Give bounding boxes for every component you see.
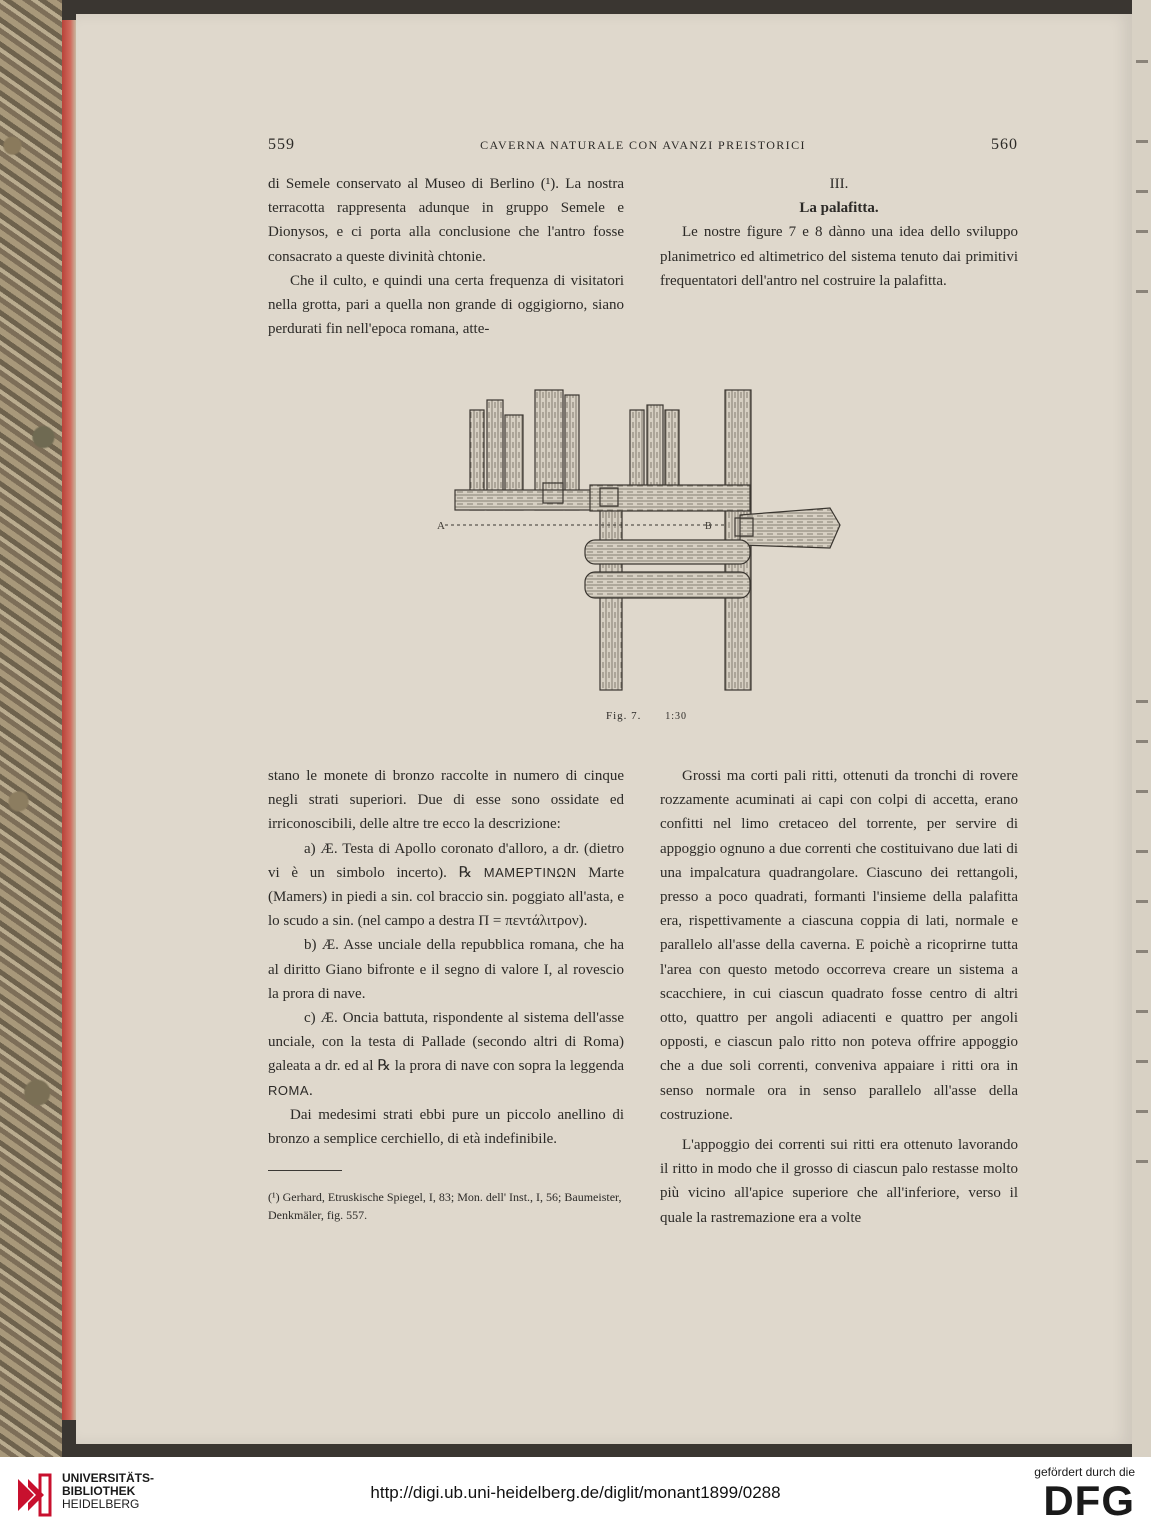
paragraph: Dai medesimi strati ebbi pure un piccolo anellino di bronzo a semplice cerchiello, di età indefinibile. <box>268 1106 624 1148</box>
footnote-rule <box>268 1170 342 1171</box>
paragraph <box>268 1006 624 1103</box>
section-number: III. <box>829 176 849 192</box>
figure-label-b: B <box>705 521 712 532</box>
viewer-footer-bar <box>0 1457 1151 1539</box>
funder-block <box>1017 1465 1135 1523</box>
coin-legend-greek: ΜΑΜΕΡΤΙΝΩΝ <box>483 864 577 880</box>
palafitta-illustration <box>425 380 865 720</box>
figure-label-a: A <box>437 520 445 532</box>
institution-line: HEIDELBERG <box>62 1497 140 1511</box>
figure-scale: 1:30 <box>665 711 687 722</box>
figure-caption-label: Fig. 7. <box>606 710 642 722</box>
marbled-cover <box>0 0 62 1457</box>
column-right-top <box>660 172 1018 293</box>
punctuation: . <box>309 1082 313 1099</box>
paragraph: b) Æ. Asse unciale della repubblica romana, che ha al diritto Giano bifronte e il segno di valore I, al rovescio la prora di nave. <box>268 937 624 1002</box>
coin-a-text: a) Æ. Testa di Apollo coronato d'alloro, a dr. (dietro vi è un simbolo incerto). ℞ <box>268 840 624 881</box>
running-header <box>268 136 1018 158</box>
paragraph: Grossi ma corti pali ritti, ottenuti da tronchi di rovere rozzamente acuminati ai capi con colpi di accetta, erano confitti nel limo cretaceo del torrente, per servire di appoggio ognuno a due correnti che costituivano due lati di una impalcatura quadrangolare. Ciascuno dei rettangoli, presso a poco quadrati, formanti l'insieme della palafitta era, rispettivamente a ciascuna coppia di lati, normale e parallelo all'asse della caverna. E poichè a ricoprirne tutta l'area con questo metodo occorreva creare un sistema a scacchiere, in cui ciascun quadrato fosse centro di altri otto, quattro per angoli adiacenti e quattro per angoli opposti, e ciascun palo ritto non poteva offrire appoggio che a due soli correnti, conveniva appaiare i ritti ora in senso normale ora in senso parallelo all'asse della costruzione. <box>660 768 1018 1123</box>
figure-7-palafitta-drawing <box>425 380 865 720</box>
institution-line: BIBLIOTHEK <box>62 1484 136 1498</box>
red-page-edge <box>62 20 76 1420</box>
column-left-bottom <box>268 764 624 1151</box>
page-number-left: 559 <box>268 136 295 153</box>
running-title: CAVERNA NATURALE CON AVANZI PREISTORICI <box>480 138 806 152</box>
section-title: La palafitta. <box>799 200 879 217</box>
paragraph <box>268 837 624 934</box>
institution-line: UNIVERSITÄTS- <box>62 1471 155 1485</box>
paragraph: Le nostre figure 7 e 8 dànno una idea dello sviluppo planimetrico ed altimetrico del sistema tenuto dai primitivi frequentatori dell'antro nel costruire la palafitta. <box>660 224 1018 289</box>
coin-a-text-rest: Marte (Mamers) in piedi a sin. col braccio sin. poggiato all'asta, e lo scudo a sin. (nel campo a destra Π = πεντάλιτρον). <box>268 864 625 930</box>
figure-caption <box>606 710 687 722</box>
paragraph: di Semele conservato al Museo di Berlino (¹). La nostra terracotta rappresenta adunque in gruppo Semele e Dionysos, e ci porta alla conclusione che l'antro fosse consacrato a queste divinità chtonie. <box>268 176 624 265</box>
paragraph: stano le monete di bronzo raccolte in numero di cinque negli strati superiori. Due di esse sono ossidate ed irriconoscibili, delle altre tre ecco la descrizione: <box>268 768 624 833</box>
coin-c-text: c) Æ. Oncia battuta, rispondente al sistema dell'asse unciale, con la testa di Pallade (secondo altri di Roma) galeata a dr. ed al ℞ la prora di nave con sopra la leggenda <box>268 1010 624 1075</box>
next-page-edge <box>1132 0 1151 1457</box>
page-number-right: 560 <box>991 136 1018 153</box>
paragraph: L'appoggio dei correnti sui ritti era ottenuto lavorando il ritto in modo che il grosso di ciascun palo restasse molto più vicino all'apice superiore che all'inferiore, verso il quale la rastremazione era a volte <box>660 1137 1018 1226</box>
dfg-logo: DFG <box>1043 1477 1135 1524</box>
column-left-top <box>268 172 624 341</box>
permalink-url[interactable]: http://digi.ub.uni-heidelberg.de/diglit/monant1899/0288 <box>370 1483 781 1502</box>
footnote: (¹) Gerhard, Etruskische Spiegel, I, 83; Mon. dell' Inst., I, 56; Baumeister, Denkmäler, fig. 557. <box>268 1190 622 1222</box>
column-right-bottom <box>660 764 1018 1230</box>
funded-by-label: gefördert durch die <box>1034 1465 1135 1479</box>
paragraph: Che il culto, e quindi una certa frequenza di visitatori nella grotta, pari a quella non grande di oggigiorno, siano perdurati fin nell'epoca romana, atte- <box>268 272 624 338</box>
coin-legend-roma: ROMA <box>268 1082 309 1098</box>
